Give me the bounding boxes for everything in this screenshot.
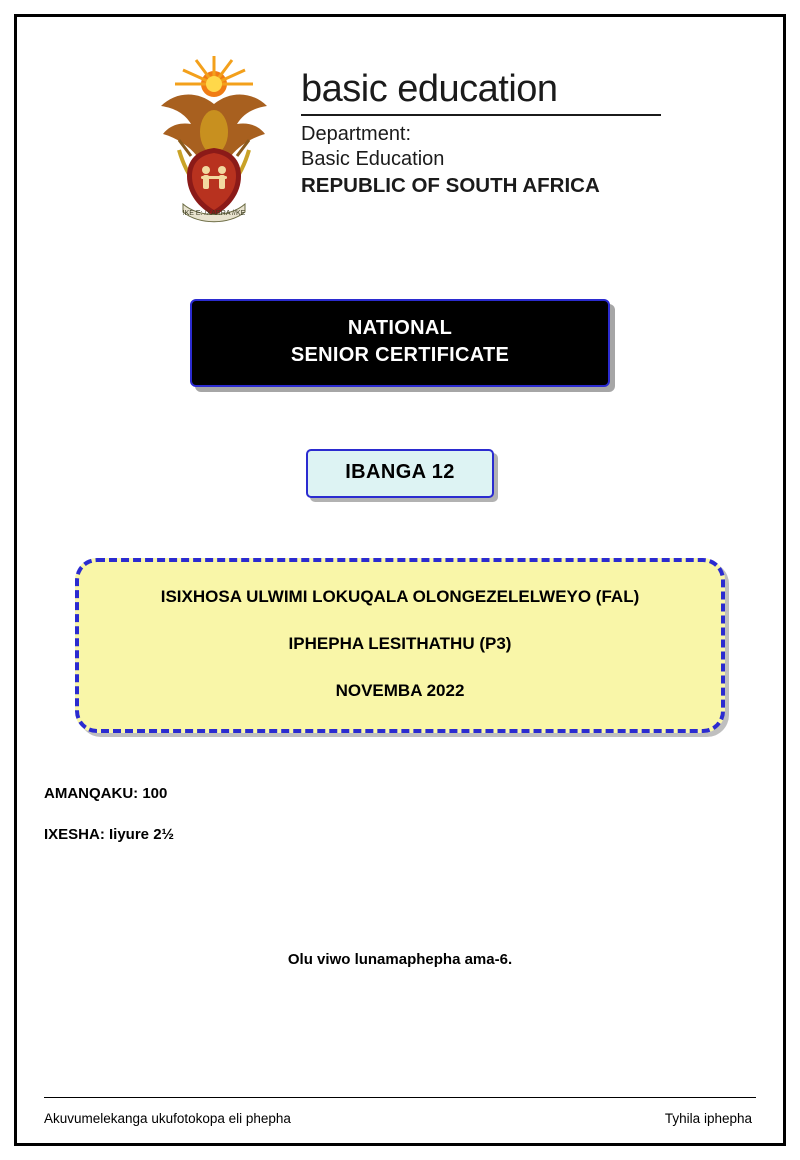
subject-box (75, 558, 725, 733)
department-text-block (301, 52, 661, 199)
subject-block (44, 558, 756, 733)
department-name: Basic Education (301, 148, 445, 171)
certificate-line-1: NATIONAL (347, 317, 453, 339)
document-header (44, 40, 756, 227)
exam-meta-block (44, 785, 756, 843)
grade-box (306, 449, 494, 498)
footer-copyright-note: Akuvumelekanga ukufotokopa eli phepha (44, 1111, 291, 1126)
page-content (44, 40, 756, 1120)
subject-date: NOVEMBA 2022 (335, 680, 465, 700)
brand-title: basic education (301, 68, 558, 110)
south-africa-coat-of-arms-icon (139, 52, 289, 227)
country-name: REPUBLIC OF SOUTH AFRICA (301, 174, 600, 198)
marks-label: AMANQAKU: 100 (44, 784, 168, 802)
grade-block (44, 449, 756, 498)
grade-label: IBANGA 12 (345, 461, 455, 483)
certificate-box (190, 299, 610, 387)
page-count-note: Olu viwo lunamaphepha ama-6. (287, 950, 513, 968)
page-footer (44, 1111, 756, 1126)
footer-turn-over-note: Tyhila iphepha (664, 1111, 752, 1126)
certificate-block (44, 299, 756, 387)
time-label: IXESHA: Iiyure 2½ (44, 825, 175, 843)
department-label: Department: (301, 122, 412, 145)
footer-divider (44, 1097, 756, 1098)
subject-paper: IPHEPHA LESITHATHU (P3) (288, 633, 512, 653)
subject-title: ISIXHOSA ULWIMI LOKUQALA OLONGEZELELWEYO (FAL) (160, 587, 640, 606)
certificate-line-2: SENIOR CERTIFICATE (290, 344, 510, 366)
svg-text:!KE E: /XARRA //KE: !KE E: /XARRA //KE (182, 210, 246, 217)
brand-underline (301, 114, 661, 116)
